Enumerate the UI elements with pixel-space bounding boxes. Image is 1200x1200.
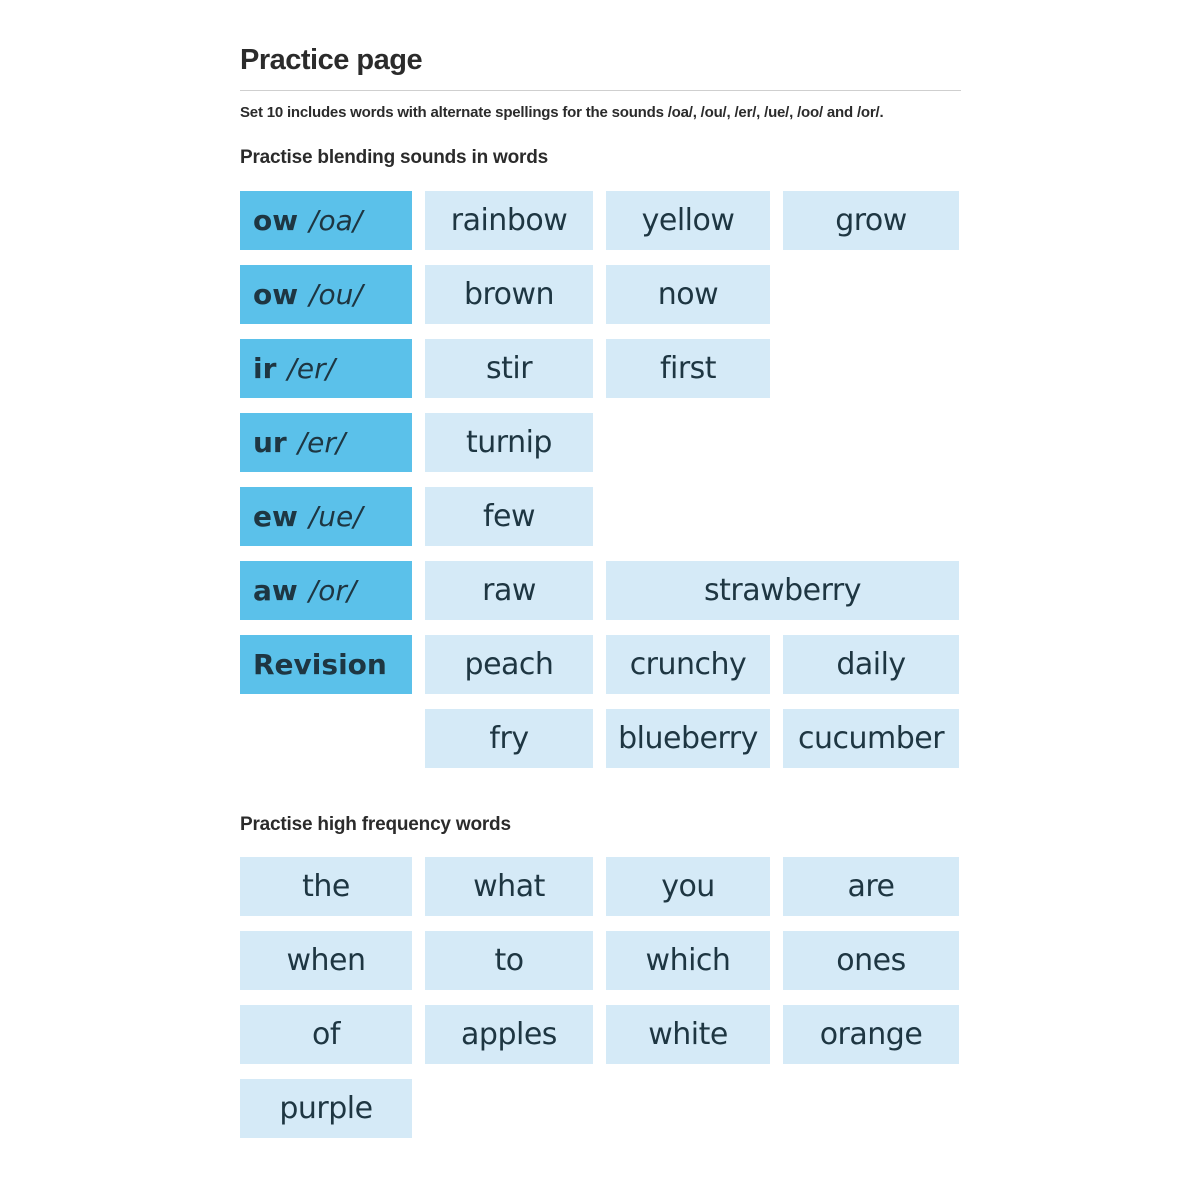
grapheme-label: ew xyxy=(253,500,298,533)
grapheme-label: aw xyxy=(253,574,298,607)
word-cell: crunchy xyxy=(606,635,770,694)
word-cell: orange xyxy=(783,1005,959,1064)
word-cell: daily xyxy=(783,635,959,694)
word-cell: the xyxy=(240,857,412,916)
high-frequency-words-grid xyxy=(240,857,961,1138)
grapheme-label: ur xyxy=(253,426,287,459)
word-cell: stir xyxy=(425,339,593,398)
phoneme-label: /or/ xyxy=(308,574,357,607)
grapheme-label: ir xyxy=(253,352,277,385)
phoneme-label: /er/ xyxy=(297,426,346,459)
word-cell: to xyxy=(425,931,593,990)
word-cell: you xyxy=(606,857,770,916)
word-cell: are xyxy=(783,857,959,916)
word-cell: blueberry xyxy=(606,709,770,768)
set-description: Set 10 includes words with alternate spellings for the sounds /oa/, /ou/, /er/, /ue/, /oo/ and /or/. xyxy=(240,104,884,121)
word-cell: cucumber xyxy=(783,709,959,768)
grapheme-label: Revision xyxy=(253,648,387,681)
word-cell: what xyxy=(425,857,593,916)
sound-label-cell xyxy=(240,561,412,620)
word-cell: brown xyxy=(425,265,593,324)
word-cell: raw xyxy=(425,561,593,620)
word-cell: grow xyxy=(783,191,959,250)
word-cell: yellow xyxy=(606,191,770,250)
page-title: Practice page xyxy=(240,44,423,76)
word-cell: now xyxy=(606,265,770,324)
sound-label-cell xyxy=(240,413,412,472)
phoneme-label: /ue/ xyxy=(308,500,363,533)
word-cell: apples xyxy=(425,1005,593,1064)
word-cell: of xyxy=(240,1005,412,1064)
word-cell: few xyxy=(425,487,593,546)
word-cell: turnip xyxy=(425,413,593,472)
phoneme-label: /oa/ xyxy=(309,204,363,237)
blending-section-heading: Practise blending sounds in words xyxy=(240,147,549,168)
high-frequency-section-heading: Practise high frequency words xyxy=(240,814,511,835)
sound-label-cell xyxy=(240,339,412,398)
title-divider xyxy=(240,90,961,91)
word-cell: fry xyxy=(425,709,593,768)
word-cell: strawberry xyxy=(606,561,959,620)
sound-label-cell xyxy=(240,635,412,694)
word-cell: which xyxy=(606,931,770,990)
page-content xyxy=(240,0,961,1138)
word-cell: rainbow xyxy=(425,191,593,250)
word-cell: white xyxy=(606,1005,770,1064)
word-cell: when xyxy=(240,931,412,990)
blending-words-grid xyxy=(240,191,961,768)
word-cell: purple xyxy=(240,1079,412,1138)
word-cell: peach xyxy=(425,635,593,694)
phoneme-label: /er/ xyxy=(287,352,336,385)
phoneme-label: /ou/ xyxy=(309,278,363,311)
grapheme-label: ow xyxy=(253,204,299,237)
word-cell: first xyxy=(606,339,770,398)
grapheme-label: ow xyxy=(253,278,299,311)
sound-label-cell xyxy=(240,487,412,546)
sound-label-cell xyxy=(240,191,412,250)
word-cell: ones xyxy=(783,931,959,990)
sound-label-cell xyxy=(240,265,412,324)
